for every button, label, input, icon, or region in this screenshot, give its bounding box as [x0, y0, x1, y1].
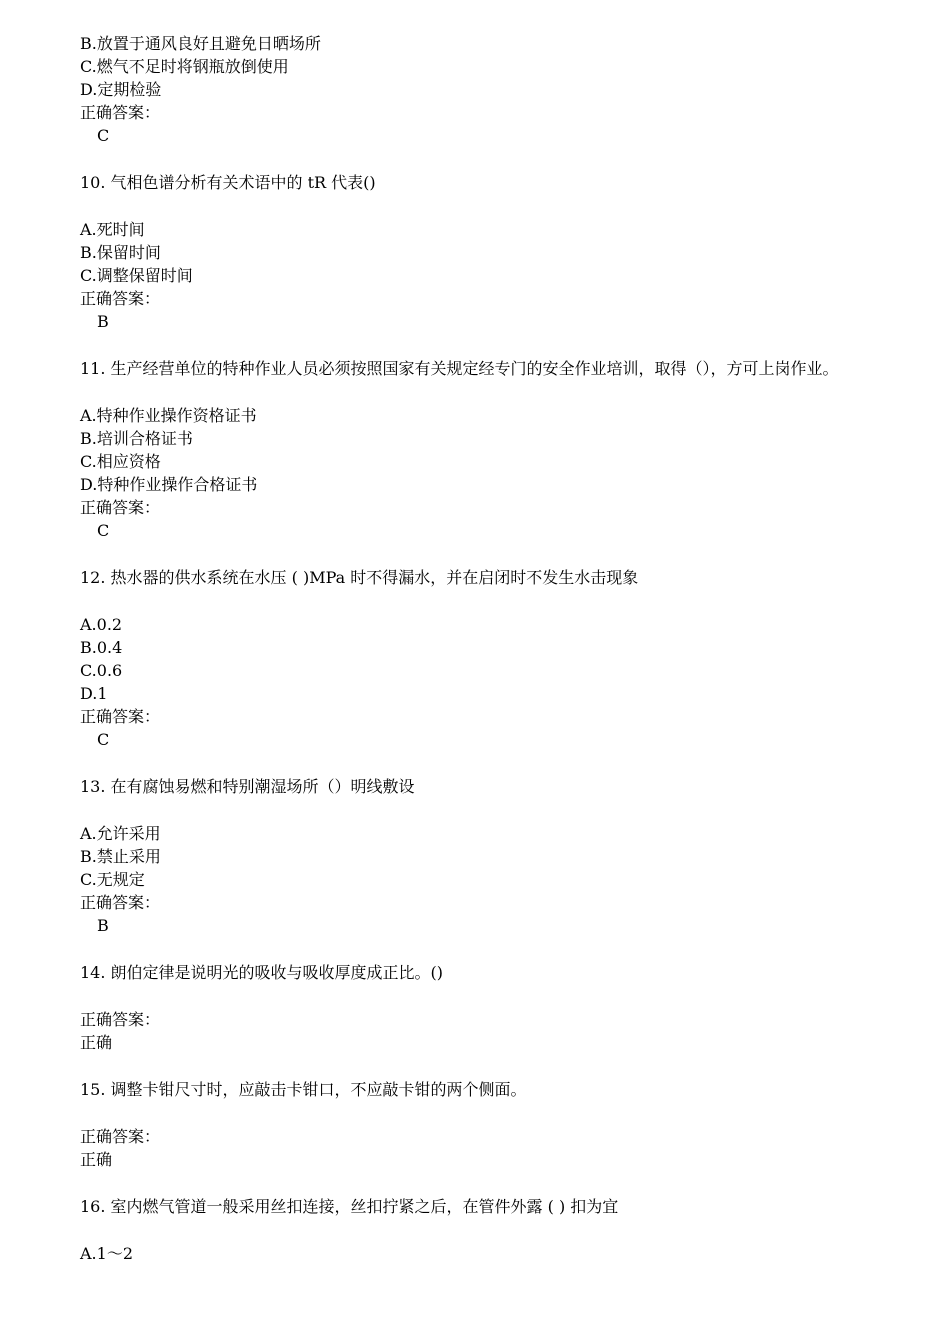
- option-d: D.定期检验: [80, 80, 162, 99]
- question-15: [80, 1078, 880, 1171]
- option-b: B.0.4: [80, 638, 123, 657]
- exam-document: [80, 32, 880, 1265]
- question-14: [80, 961, 880, 1054]
- answer-value: C: [97, 730, 110, 749]
- option-a: A.0.2: [80, 615, 123, 634]
- option-b: B.培训合格证书: [80, 429, 193, 448]
- question-12: [80, 566, 880, 751]
- option-c: C.无规定: [80, 870, 145, 889]
- option-c: C.调整保留时间: [80, 266, 193, 285]
- question-text: 15. 调整卡钳尺寸时，应敲击卡钳口，不应敲卡钳的两个侧面。: [80, 1080, 527, 1099]
- answer-value: C: [97, 521, 110, 540]
- option-d: D.特种作业操作合格证书: [80, 475, 258, 494]
- option-b: B.禁止采用: [80, 847, 161, 866]
- option-c: C.相应资格: [80, 452, 161, 471]
- answer-label: 正确答案：: [80, 893, 161, 912]
- option-a: A.允许采用: [80, 824, 161, 843]
- answer-label: 正确答案：: [80, 1127, 161, 1146]
- question-text: 10. 气相色谱分析有关术语中的 tR 代表(): [80, 173, 376, 192]
- question-text: 11. 生产经营单位的特种作业人员必须按照国家有关规定经专门的安全作业培训，取得（），方可上岗作业。: [80, 359, 839, 378]
- answer-label: 正确答案：: [80, 1010, 161, 1029]
- answer-value: 正确: [80, 1033, 113, 1052]
- answer-value: B: [97, 312, 109, 331]
- option-b: B.保留时间: [80, 243, 161, 262]
- question-13: [80, 775, 880, 937]
- question-10: [80, 171, 880, 333]
- question-16: [80, 1195, 880, 1265]
- answer-value: 正确: [80, 1150, 113, 1169]
- option-d: D.1: [80, 684, 108, 703]
- option-a: A.特种作业操作资格证书: [80, 406, 257, 425]
- answer-label: 正确答案：: [80, 289, 161, 308]
- option-a: A.1～2: [80, 1244, 134, 1263]
- answer-value: C: [97, 126, 110, 145]
- option-c: C.0.6: [80, 661, 123, 680]
- answer-value: B: [97, 916, 109, 935]
- answer-label: 正确答案：: [80, 103, 161, 122]
- question-text: 13. 在有腐蚀易燃和特别潮湿场所（）明线敷设: [80, 777, 415, 796]
- answer-label: 正确答案：: [80, 707, 161, 726]
- answer-label: 正确答案：: [80, 498, 161, 517]
- question-text: 12. 热水器的供水系统在水压 ( )MPa 时不得漏水，并在启闭时不发生水击现象: [80, 568, 639, 587]
- option-b: B.放置于通风良好且避免日晒场所: [80, 34, 321, 53]
- question-9-tail: [80, 32, 880, 147]
- option-c: C.燃气不足时将钢瓶放倒使用: [80, 57, 289, 76]
- question-11: [80, 357, 880, 542]
- question-text: 16. 室内燃气管道一般采用丝扣连接，丝扣拧紧之后，在管件外露 ( ) 扣为宜: [80, 1197, 619, 1216]
- option-a: A.死时间: [80, 220, 145, 239]
- question-text: 14. 朗伯定律是说明光的吸收与吸收厚度成正比。(): [80, 963, 444, 982]
